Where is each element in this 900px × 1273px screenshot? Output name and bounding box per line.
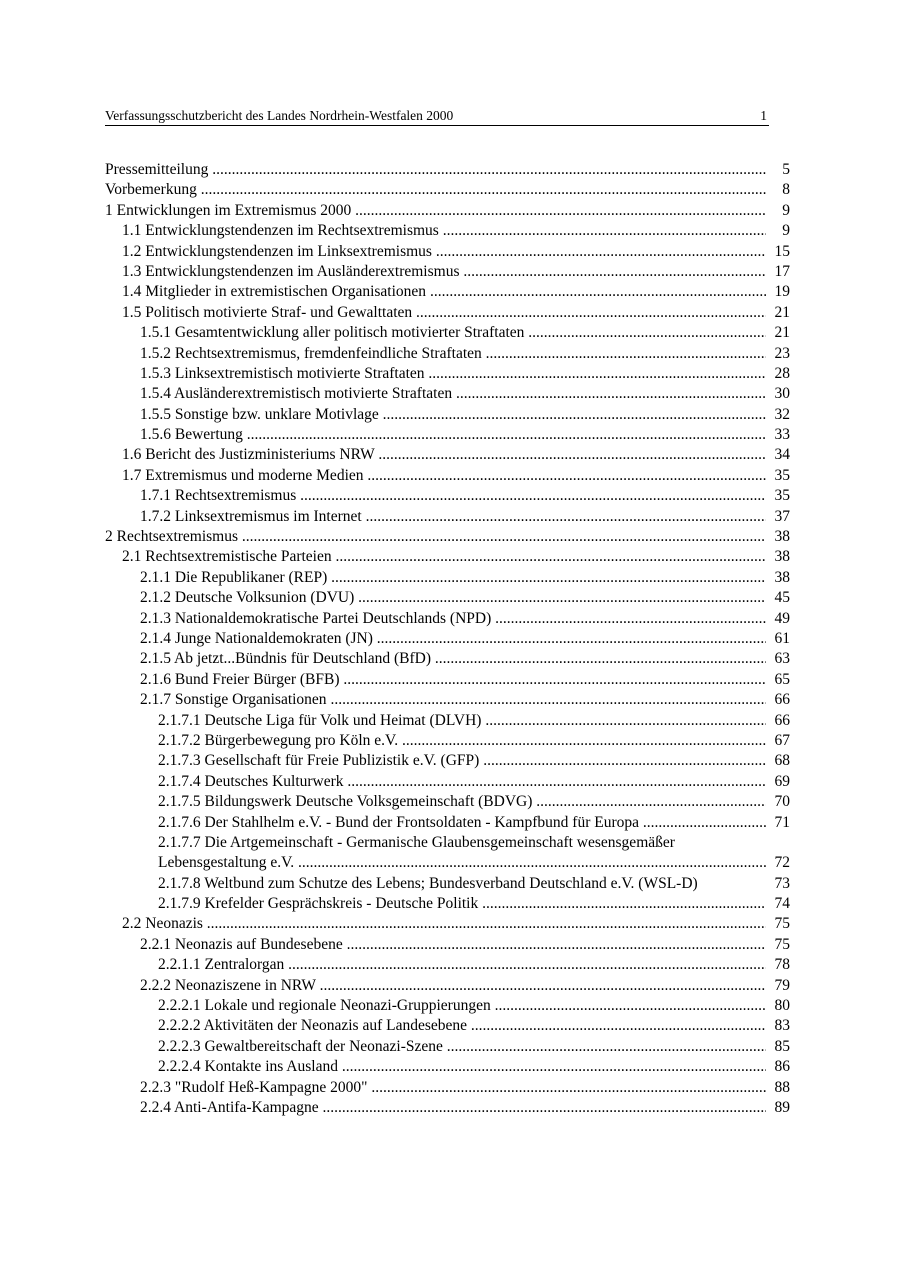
toc-entry[interactable] (105, 833, 790, 853)
toc-entry-title: 2.2 Neonazis ..... (122, 914, 766, 934)
toc-entry[interactable] (105, 894, 790, 914)
toc-entry-title: 2.1.7.6 Der Stahlhelm e.V. - Bund der Frontsoldaten - Kampfbund für Europa ..... (158, 813, 766, 833)
toc-entry[interactable] (105, 588, 790, 608)
toc-entry-page: 63 (774, 649, 791, 669)
toc-entry-page: 35 (774, 486, 791, 506)
toc-entry-title: 1.5.6 Bewertung ..... (140, 425, 766, 445)
toc-entry[interactable] (105, 772, 790, 792)
toc-entry-title: 2.1.7.2 Bürgerbewegung pro Köln e.V. ..... (158, 731, 766, 751)
toc-entry-title: 2.1.7.9 Krefelder Gesprächskreis - Deutsche Politik ..... (158, 894, 766, 914)
toc-entry-title: 1.7.2 Linksextremismus im Internet ..... (140, 507, 766, 527)
toc-entry[interactable] (105, 221, 790, 241)
toc-entry[interactable] (105, 282, 790, 302)
running-header (105, 107, 769, 126)
toc-entry[interactable] (105, 405, 790, 425)
document-title: Verfassungsschutzbericht des Landes Nordrhein-Westfalen 2000 (105, 108, 454, 123)
toc-entry-title: 2.1.7.1 Deutsche Liga für Volk und Heimat (DLVH) ..... (158, 711, 766, 731)
toc-entry-page: 66 (774, 711, 791, 731)
toc-entry[interactable] (105, 160, 790, 180)
toc-entry[interactable] (105, 364, 790, 384)
toc-entry[interactable] (105, 670, 790, 690)
toc-entry-title: 1.3 Entwicklungstendenzen im Ausländerextremismus ..... (122, 262, 766, 282)
toc-entry-title: 1.4 Mitglieder in extremistischen Organisationen ..... (122, 282, 766, 302)
toc-entry[interactable] (105, 1057, 790, 1077)
toc-entry-page: 65 (774, 670, 791, 690)
toc-entry-title: 2.2.2.1 Lokale und regionale Neonazi-Gruppierungen ..... (158, 996, 766, 1016)
toc-entry-page: 9 (781, 221, 790, 241)
toc-entry-title: Lebensgestaltung e.V. ..... (158, 853, 766, 873)
toc-entry-title: 1 Entwicklungen im Extremismus 2000 ..... (105, 201, 766, 221)
toc-entry-title: 2.1.5 Ab jetzt...Bündnis für Deutschland (BfD) ..... (140, 649, 766, 669)
toc-entry-title: 2.1.4 Junge Nationaldemokraten (JN) ..... (140, 629, 766, 649)
toc-entry[interactable] (105, 955, 790, 975)
toc-entry-page: 32 (774, 405, 791, 425)
toc-entry-title: 2.1.1 Die Republikaner (REP) ..... (140, 568, 766, 588)
toc-entry-page: 69 (774, 772, 791, 792)
toc-entry-page: 49 (774, 609, 791, 629)
toc-entry-page: 8 (781, 180, 790, 200)
toc-entry[interactable] (105, 1016, 790, 1036)
toc-entry-page: 17 (774, 262, 791, 282)
toc-entry-title: 2.1.7.3 Gesellschaft für Freie Publizistik e.V. (GFP) ..... (158, 751, 766, 771)
toc-entry-page: 19 (774, 282, 791, 302)
toc-entry-page: 33 (774, 425, 791, 445)
toc-entry-title: 2.1.2 Deutsche Volksunion (DVU) ..... (140, 588, 766, 608)
toc-entry[interactable] (105, 547, 790, 567)
toc-entry-title: 2.1.7.4 Deutsches Kulturwerk ..... (158, 772, 766, 792)
toc-entry-title: 2.2.1.1 Zentralorgan ..... (158, 955, 766, 975)
toc-entry-title: 1.5 Politisch motivierte Straf- und Gewalttaten ..... (122, 303, 766, 323)
toc-entry-page: 38 (774, 547, 791, 567)
toc-entry-title: 2.2.2.3 Gewaltbereitschaft der Neonazi-Szene ..... (158, 1037, 766, 1057)
page-number: 1 (760, 108, 767, 123)
toc-entry-title: 2.2.4 Anti-Antifa-Kampagne ..... (140, 1098, 766, 1118)
toc-entry[interactable] (105, 425, 790, 445)
toc-entry-page: 35 (774, 466, 791, 486)
toc-entry[interactable] (105, 813, 790, 833)
toc-entry[interactable] (105, 568, 790, 588)
toc-entry-page: 9 (781, 201, 790, 221)
toc-entry-page: 83 (774, 1016, 791, 1036)
toc-entry[interactable] (105, 384, 790, 404)
toc-entry-page: 74 (774, 894, 791, 914)
toc-entry-title: 1.6 Bericht des Justizministeriums NRW ..... (122, 445, 766, 465)
toc-entry[interactable] (105, 507, 790, 527)
toc-entry-title: Pressemitteilung ..... (105, 160, 766, 180)
toc-entry[interactable] (105, 1098, 790, 1118)
toc-entry-page: 66 (774, 690, 791, 710)
toc-entry-page: 89 (774, 1098, 791, 1118)
toc-entry[interactable] (105, 1037, 790, 1057)
toc-entry[interactable] (105, 629, 790, 649)
table-of-contents (105, 160, 790, 1118)
toc-entry-title: 1.5.5 Sonstige bzw. unklare Motivlage ..... (140, 405, 766, 425)
toc-entry[interactable] (105, 976, 790, 996)
toc-entry-page: 75 (774, 935, 791, 955)
toc-entry[interactable] (105, 180, 790, 200)
toc-entry-page: 21 (774, 303, 791, 323)
toc-entry[interactable] (105, 486, 790, 506)
toc-entry-page: 68 (774, 751, 791, 771)
toc-entry-page: 28 (774, 364, 791, 384)
toc-entry[interactable] (105, 711, 790, 731)
toc-entry-page: 34 (774, 445, 791, 465)
toc-entry-page: 23 (774, 344, 791, 364)
toc-entry-title: 1.1 Entwicklungstendenzen im Rechtsextremismus ..... (122, 221, 766, 241)
toc-entry-title: 2.2.2.4 Kontakte ins Ausland ..... (158, 1057, 766, 1077)
toc-entry-title: 1.2 Entwicklungstendenzen im Linksextremismus ..... (122, 242, 766, 262)
toc-entry-page: 85 (774, 1037, 791, 1057)
toc-entry[interactable] (105, 303, 790, 323)
toc-entry[interactable] (105, 527, 790, 547)
toc-entry-page: 70 (774, 792, 791, 812)
toc-entry-title: 2.1.3 Nationaldemokratische Partei Deutschlands (NPD) ..... (140, 609, 766, 629)
toc-entry-page: 72 (774, 853, 791, 873)
toc-entry-title: 1.7 Extremismus und moderne Medien ..... (122, 466, 766, 486)
toc-entry-title: Vorbemerkung ..... (105, 180, 766, 200)
toc-entry-page: 71 (774, 813, 791, 833)
toc-entry-page: 78 (774, 955, 791, 975)
toc-entry[interactable] (105, 466, 790, 486)
toc-entry-title: 2.1 Rechtsextremistische Parteien ..... (122, 547, 766, 567)
toc-entry-title: 1.5.1 Gesamtentwicklung aller politisch motivierter Straftaten ..... (140, 323, 766, 343)
toc-entry[interactable] (105, 445, 790, 465)
toc-entry-page: 88 (774, 1078, 791, 1098)
toc-entry-page: 75 (774, 914, 791, 934)
toc-entry-title: 2.1.7.8 Weltbund zum Schutze des Lebens; Bundesverband Deutschland e.V. (WSL-D) (158, 874, 698, 892)
toc-entry[interactable] (105, 690, 790, 710)
toc-entry[interactable] (105, 609, 790, 629)
toc-entry-title: 1.5.4 Ausländerextremistisch motivierte Straftaten ..... (140, 384, 766, 404)
toc-entry-page: 67 (774, 731, 791, 751)
toc-entry-page: 61 (774, 629, 791, 649)
toc-entry-page: 21 (774, 323, 791, 343)
toc-entry[interactable] (105, 914, 790, 934)
toc-entry-title: 2.1.7.7 Die Artgemeinschaft - Germanische Glaubensgemeinschaft wesensgemäßer (158, 833, 675, 851)
toc-entry[interactable] (105, 731, 790, 751)
toc-entry-page: 30 (774, 384, 791, 404)
toc-entry-title: 2.1.7 Sonstige Organisationen ..... (140, 690, 766, 710)
toc-entry[interactable] (105, 935, 790, 955)
toc-entry[interactable] (105, 323, 790, 343)
toc-entry[interactable] (105, 874, 790, 894)
toc-entry-title: 1.7.1 Rechtsextremismus ..... (140, 486, 766, 506)
toc-entry-title: 1.5.3 Linksextremistisch motivierte Straftaten ..... (140, 364, 766, 384)
toc-entry-page: 5 (781, 160, 790, 180)
toc-entry[interactable] (105, 792, 790, 812)
toc-entry-title: 1.5.2 Rechtsextremismus, fremdenfeindliche Straftaten ..... (140, 344, 766, 364)
toc-entry-title: 2.2.3 "Rudolf Heß-Kampagne 2000" ..... (140, 1078, 766, 1098)
toc-entry-page: 38 (774, 527, 791, 547)
toc-entry[interactable] (105, 649, 790, 669)
toc-entry-page: 73 (774, 874, 790, 892)
toc-entry-title: 2.1.7.5 Bildungswerk Deutsche Volksgemeinschaft (BDVG) ..... (158, 792, 766, 812)
toc-entry-title: 2.2.2 Neonaziszene in NRW ..... (140, 976, 766, 996)
toc-entry-page: 37 (774, 507, 791, 527)
toc-entry[interactable] (105, 853, 790, 873)
toc-entry-page: 38 (774, 568, 791, 588)
toc-entry-page: 79 (774, 976, 791, 996)
toc-entry[interactable] (105, 996, 790, 1016)
toc-entry-page: 45 (774, 588, 791, 608)
toc-entry[interactable] (105, 344, 790, 364)
toc-entry-title: 2 Rechtsextremismus ..... (105, 527, 766, 547)
toc-entry-page: 15 (774, 242, 791, 262)
toc-entry-page: 86 (774, 1057, 791, 1077)
toc-entry-title: 2.2.1 Neonazis auf Bundesebene ..... (140, 935, 766, 955)
toc-entry[interactable] (105, 751, 790, 771)
toc-entry[interactable] (105, 262, 790, 282)
toc-entry[interactable] (105, 201, 790, 221)
toc-entry[interactable] (105, 1078, 790, 1098)
toc-entry-title: 2.2.2.2 Aktivitäten der Neonazis auf Landesebene ..... (158, 1016, 766, 1036)
toc-entry-page: 80 (774, 996, 791, 1016)
toc-entry-title: 2.1.6 Bund Freier Bürger (BFB) ..... (140, 670, 766, 690)
toc-entry[interactable] (105, 242, 790, 262)
